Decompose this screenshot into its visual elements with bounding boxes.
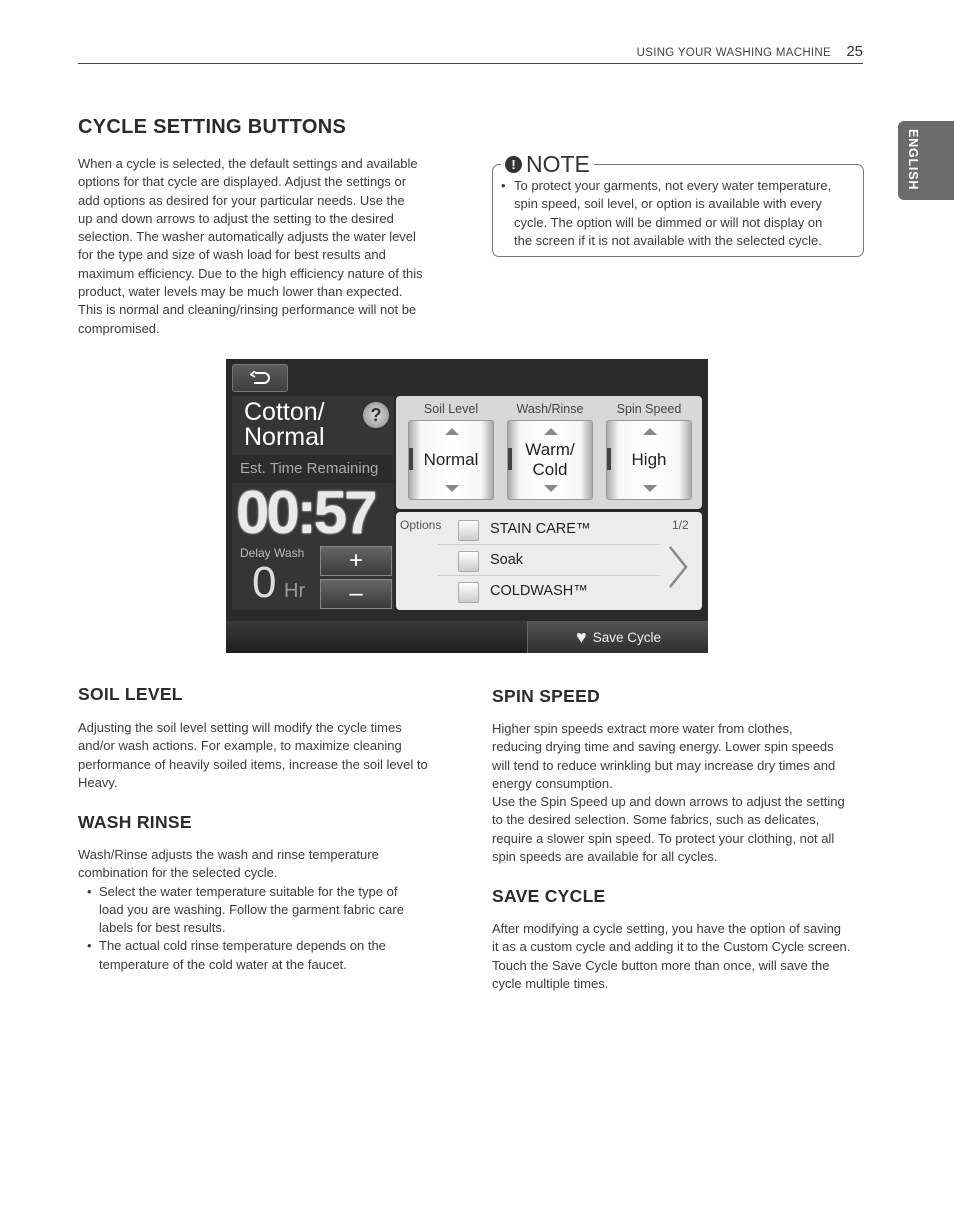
text-line: and/or wash actions. For example, to maximize cleaning bbox=[78, 738, 402, 754]
option-stain-care[interactable] bbox=[438, 514, 660, 545]
option-soak[interactable] bbox=[438, 545, 660, 576]
cycle-panel bbox=[232, 396, 394, 610]
exclamation-icon: ! bbox=[505, 156, 522, 173]
text-line: Heavy. bbox=[78, 774, 118, 790]
wash-rinse-bullet bbox=[78, 937, 458, 974]
option-coldwash[interactable] bbox=[438, 576, 660, 606]
note-box bbox=[492, 151, 864, 257]
option-label: COLDWASH™ bbox=[490, 583, 588, 599]
text-line: reducing drying time and saving energy. Lower spin speeds bbox=[492, 739, 834, 755]
intro-line: maximum efficiency. Due to the high efficiency nature of this bbox=[78, 265, 423, 281]
soil-level-value: Normal bbox=[423, 450, 479, 469]
options-label: Options bbox=[400, 518, 442, 532]
arrow-down-icon[interactable] bbox=[643, 485, 657, 492]
note-line: the screen if it is not available with the selected cycle. bbox=[514, 232, 822, 248]
wash-rinse-value: Warm/ Cold bbox=[525, 440, 575, 479]
text-line: labels for best results. bbox=[99, 920, 226, 936]
page-title: CYCLE SETTING BUTTONS bbox=[78, 116, 347, 138]
intro-line: options for that cycle are displayed. Adjust the settings or bbox=[78, 174, 407, 190]
intro-line: When a cycle is selected, the default settings and available bbox=[78, 156, 418, 171]
note-line: cycle. The option will be dimmed or will not display on bbox=[514, 214, 823, 230]
text-line: spin speeds are available for all cycles. bbox=[492, 849, 718, 865]
arrow-down-icon[interactable] bbox=[544, 485, 558, 492]
text-line: energy consumption. bbox=[492, 775, 613, 791]
est-time-label: Est. Time Remaining bbox=[240, 460, 379, 477]
wash-rinse-selector[interactable] bbox=[507, 420, 593, 500]
arrow-up-icon[interactable] bbox=[544, 428, 558, 435]
text-line: it as a custom cycle and adding it to the Custom Cycle screen. bbox=[492, 939, 851, 955]
text-line: Wash/Rinse adjusts the wash and rinse temperature bbox=[78, 847, 379, 862]
spin-speed-paragraph bbox=[492, 720, 872, 866]
intro-line: up and down arrows to adjust the setting to the desired bbox=[78, 210, 394, 226]
text-line: Touch the Save Cycle button more than once, will save the bbox=[492, 957, 830, 973]
save-cycle-heading: SAVE CYCLE bbox=[492, 886, 606, 906]
arrow-up-icon[interactable] bbox=[445, 428, 459, 435]
wash-rinse-paragraph bbox=[78, 846, 458, 974]
help-button[interactable]: ? bbox=[363, 402, 389, 428]
soil-level-heading: SOIL LEVEL bbox=[78, 684, 183, 704]
soil-level-paragraph bbox=[78, 719, 458, 792]
chevron-right-icon[interactable] bbox=[666, 545, 690, 589]
wash-rinse-heading: WASH RINSE bbox=[78, 812, 192, 832]
washer-control-screen bbox=[226, 359, 708, 653]
note-line: spin speed, soil level, or option is available with every bbox=[514, 196, 822, 212]
arrow-down-icon[interactable] bbox=[445, 485, 459, 492]
option-label: Soak bbox=[490, 552, 524, 568]
delay-wash-label: Delay Wash bbox=[240, 546, 305, 560]
settings-panel bbox=[396, 396, 702, 509]
save-cycle-button[interactable] bbox=[527, 621, 708, 653]
back-button[interactable] bbox=[232, 364, 288, 392]
text-line: to the desired selection. Some fabrics, such as delicates, bbox=[492, 812, 820, 828]
soil-level-selector[interactable] bbox=[408, 420, 494, 500]
arrow-up-icon[interactable] bbox=[643, 428, 657, 435]
save-cycle-paragraph bbox=[492, 920, 872, 993]
page-number: 25 bbox=[846, 43, 863, 60]
soil-level-label: Soil Level bbox=[423, 402, 479, 416]
option-label: STAIN CARE™ bbox=[490, 521, 591, 537]
wash-rinse-bullet bbox=[78, 883, 458, 938]
text-line: After modifying a cycle setting, you have the option of saving bbox=[492, 921, 842, 936]
intro-line: This is normal and cleaning/rinsing performance will not be bbox=[78, 302, 417, 318]
option-checkbox[interactable] bbox=[458, 582, 479, 603]
running-header bbox=[78, 45, 863, 64]
intro-line: product, water levels may be much lower than expected. bbox=[78, 284, 403, 300]
text-line: Adjusting the soil level setting will modify the cycle times bbox=[78, 720, 402, 735]
spin-speed-selector[interactable] bbox=[606, 420, 692, 500]
text-line: load you are washing. Follow the garment fabric care bbox=[99, 901, 404, 917]
language-tab-label: ENGLISH bbox=[906, 129, 920, 191]
option-checkbox[interactable] bbox=[458, 520, 479, 541]
spin-speed-value: High bbox=[631, 450, 667, 469]
text-line: cycle multiple times. bbox=[492, 975, 609, 991]
text-line: combination for the selected cycle. bbox=[78, 865, 278, 881]
options-panel bbox=[396, 512, 702, 610]
text-line: temperature of the cold water at the faucet. bbox=[99, 956, 347, 972]
delay-minus-button[interactable]: – bbox=[320, 579, 392, 609]
note-title bbox=[501, 151, 594, 178]
spin-speed-heading: SPIN SPEED bbox=[492, 686, 601, 706]
text-line: • Select the water temperature suitable for the type of bbox=[99, 883, 398, 899]
intro-line: add options as desired for your particular needs. Use the bbox=[78, 192, 405, 208]
time-remaining: 00:57 bbox=[236, 479, 375, 546]
header-section-title: USING YOUR WASHING MACHINE bbox=[636, 47, 831, 59]
text-line: performance of heavily soiled items, increase the soil level to bbox=[78, 756, 428, 772]
delay-wash-value: 0 bbox=[252, 558, 277, 607]
text-line: require a slower spin speed. To protect your clothing, not all bbox=[492, 830, 835, 846]
intro-line: compromised. bbox=[78, 320, 160, 336]
heart-icon: ♥ bbox=[576, 626, 587, 647]
text-line: • The actual cold rinse temperature depends on the bbox=[99, 938, 386, 954]
spin-speed-label: Spin Speed bbox=[616, 402, 682, 416]
text-line: Use the Spin Speed up and down arrows to adjust the setting bbox=[492, 794, 845, 810]
delay-wash-unit: Hr bbox=[284, 580, 306, 602]
note-line: • To protect your garments, not every water temperature, bbox=[514, 178, 832, 193]
text-line: Higher spin speeds extract more water from clothes, bbox=[492, 721, 793, 736]
intro-line: selection. The washer automatically adjusts the water level bbox=[78, 229, 416, 245]
option-checkbox[interactable] bbox=[458, 551, 479, 572]
text-line: will tend to reduce wrinkling but may increase dry times and bbox=[492, 757, 836, 773]
delay-plus-button[interactable]: + bbox=[320, 546, 392, 576]
cycle-name: Cotton/ Normal bbox=[244, 398, 325, 451]
note-title-text: NOTE bbox=[526, 151, 590, 177]
note-item bbox=[501, 177, 853, 250]
intro-line: for the type and size of wash load for best results and bbox=[78, 247, 386, 263]
options-page-indicator: 1/2 bbox=[672, 518, 689, 532]
back-arrow-icon bbox=[250, 371, 270, 385]
save-cycle-label: Save Cycle bbox=[592, 629, 661, 645]
intro-paragraph bbox=[78, 155, 453, 338]
wash-rinse-label: Wash/Rinse bbox=[516, 402, 584, 416]
language-tab bbox=[898, 121, 954, 200]
